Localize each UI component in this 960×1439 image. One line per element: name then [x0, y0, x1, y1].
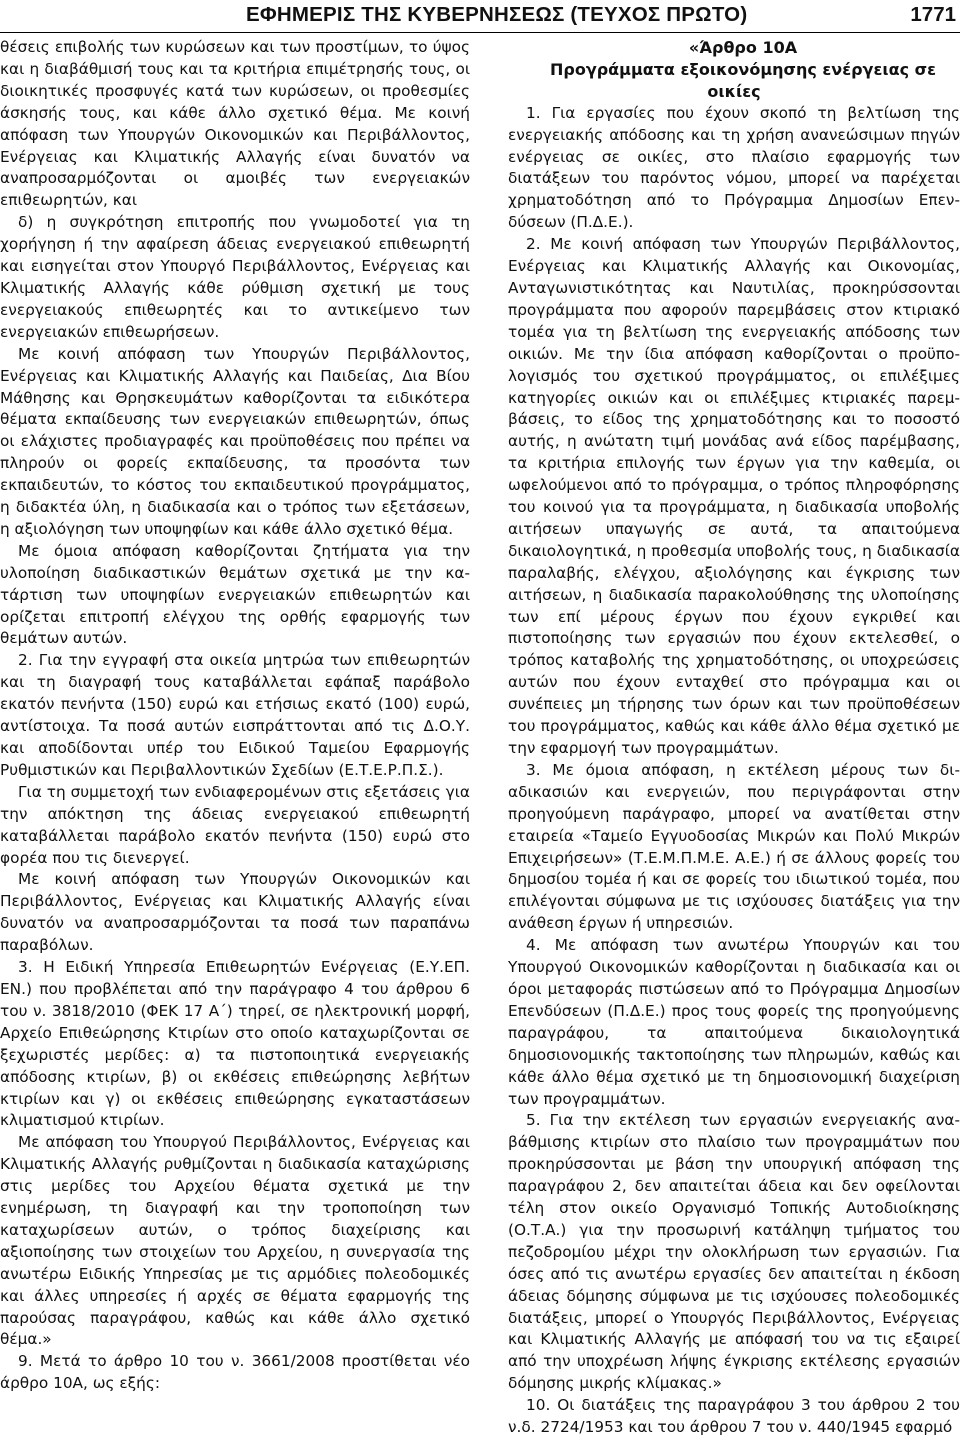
- paragraph: 1. Για εργασίες που έχουν σκοπό τη βελτίωση της ενεργειακής απόδοσης και τη χρήση ανανεώσιμων πηγών ενέργειας σε οικίες, στο πλαίσιο εφαρμογής των διατάξεων του παρόντος νόμου, μπορεί να παρέχεται χρηματοδότηση από το Πρόγραμμα Δημοσίων Επενδύσεων (Π.Δ.Ε.).: [508, 103, 960, 232]
- paragraph: Με όμοια απόφαση καθορίζονται ζητήματα για την υλοποίηση διαδικαστικών θεμάτων σχετικά με την κατάρτιση των υποψηφίων ενεργειακών επιθεωρητών και ορίζεται επιτροπή ελέγχου της ορθής εφαρμογής των θεμάτων αυτών.: [0, 541, 470, 648]
- gazette-title: ΕΦΗΜΕΡΙΣ ΤΗΣ ΚΥΒΕΡΝΗΣΕΩΣ (ΤΕΥΧΟΣ ΠΡΩΤΟ): [246, 3, 748, 26]
- page-number: 1771: [910, 3, 956, 26]
- left-column: [0, 37, 470, 1395]
- paragraph: 2. Με κοινή απόφαση των Υπουργών Περιβάλλοντος, Ενέργειας και Κλιματικής Αλλαγής και Οικονομίας, Ανταγωνιστικότητας και Ναυτιλίας, προκηρύσσονται προγράμματα που αφορούν παρεμβάσεις στον κτιριακό τομέα για τη βελτίωση της ενεργειακής απόδοσης των οικιών. Με την ίδια απόφαση καθορίζονται ο προϋπολογισμός του σχετικού προγράμματος, οι επιλέξιμες κατηγορίες οικιών και οι επιλέξιμες κτιριακές παρεμβάσεις, το είδος της χρηματοδότησης και το ποσοστό αυτής, η ανώτατη τιμή μονάδας ανά είδος παρέμβασης, τα κριτήρια επιλογής των έργων για την καθεμία, οι ωφελούμενοι από το πρόγραμμα, ο τρόπος πληροφόρησης του κοινού για τα προγράμματα, η διαδικασία υποβολής αιτήσεων υπαγωγής σε αυτά, τα απαιτούμενα δικαιολογητικά, η προθεσμία υποβολής τους, η διαδικασία παραλαβής, ελέγχου, αξιολόγησης και έγκρισης των αιτήσεων, η διαδικασία παρακολούθησης της υλοποίησης των επί μέρους έργων που έχουν εγκριθεί και πιστοποίησης των εργασιών που έχουν εκτελεσθεί, ο τρόπος καταβολής της χρηματοδότησης, οι υποχρεώσεις αυτών που έχουν ενταχθεί στο πρόγραμμα και οι συνέπειες μη τήρησης των όρων και των προϋποθέσεων του προγράμματος, καθώς και κάθε άλλο θέμα σχετικό με την εφαρμογή των προγραμμάτων.: [508, 235, 960, 757]
- article-subtitle: Προγράμματα εξοικονόμησης ενέργειας σε οικίες: [549, 59, 936, 101]
- right-column: [508, 37, 960, 1439]
- paragraph: Με απόφαση του Υπουργού Περιβάλλοντος, Ενέργειας και Κλιματικής Αλλαγής ρυθμίζονται η διαδικασία καταχώρισης στις μερίδες του Αρχείου θέματα σχετικά με την ενημέρωση, τη διαγραφή και την τροποποίηση των καταχωρίσεων αυτών, ο τρόπος διαχείρισης και αξιοποίησης των στοιχείων του Αρχείου, η συνεργασία της ανωτέρω Ειδικής Υπηρεσίας με τις αρμόδιες πολεοδομικές και άλλες υπηρεσίες ή αρχές σε θέματα εφαρμογής της παρούσας παραγράφου, καθώς και κάθε άλλο σχετικό θέμα.»: [0, 1133, 470, 1349]
- paragraph: δ) η συγκρότηση επιτροπής που γνωμοδοτεί για τη χορήγηση ή την αφαίρεση άδειας ενεργειακού επιθεωρητή και εισηγείται στον Υπουργό Περιβάλλοντος, Ενέργειας και Κλιματικής Αλλαγής κάθε ρύθμιση σχετική με τους ενεργειακούς επιθεωρητές και το αντικείμενο των ενεργειακών επιθεωρήσεων.: [0, 213, 470, 341]
- paragraph: 10. Οι διατάξεις της παραγράφου 3 του άρθρου 2 του ν.δ. 2724/1953 και του άρθρου 7 του ν. 440/1945 εφαρμό: [508, 1396, 960, 1437]
- paragraph: 3. Με όμοια απόφαση, η εκτέλεση μέρους των διαδικασιών και ενεργειών, που περιγράφονται στην προηγούμενη παράγραφο, μπορεί να ανατίθεται στην εταιρεία «Ταμείο Εγγυοδοσίας Μικρών και Πολύ Μικρών Επιχειρήσεων» (Τ.Ε.Μ.Π.Μ.Ε. Α.Ε.) ή σε άλλους φορείς του δημοσίου τομέα ή και σε φορείς του ιδιωτικού τομέα, που επιλέγονται σύμφωνα με τις ισχύουσες διατάξεις για την ανάθεση έργων ή υπηρεσιών.: [508, 760, 960, 933]
- paragraph: Για τη συμμετοχή των ενδιαφερομένων στις εξετάσεις για την απόκτηση της άδειας ενεργειακού επιθεωρητή καταβάλλεται παράβολο εκατόν πενήντα (150) ευρώ στο φορέα που τις διενεργεί.: [0, 782, 470, 867]
- paragraph: Με κοινή απόφαση των Υπουργών Οικονομικών και Περιβάλλοντος, Ενέργειας και Κλιματικής Αλλαγής είναι δυνατόν να αναπροσαρμόζονται τα ποσά των παραπάνω παραβόλων.: [0, 870, 470, 955]
- article-title: «Άρθρο 10Α: [688, 38, 798, 57]
- paragraph: 4. Με απόφαση των ανωτέρω Υπουργών και του Υπουργού Οικονομικών καθορίζονται η διαδικασία και οι όροι μεταφοράς πιστώσεων από το Πρόγραμμα Δημοσίων Επενδύσεων (Π.Δ.Ε.) προς τους φορείς της προηγούμενης παραγράφου, τα απαιτούμενα δικαιολογητικά δημοσιονομικής τακτοποίησης των πληρωμών, καθώς και κάθε άλλο θέμα σχετικό με τη δημοσιονομική διαχείριση των προγραμμάτων.: [508, 936, 960, 1108]
- paragraph: Με κοινή απόφαση των Υπουργών Περιβάλλοντος, Ενέργειας και Κλιματικής Αλλαγής και Παιδείας, Δια Βίου Μάθησης και Θρησκευμάτων καθορίζονται τα ειδικότερα θέματα εκπαίδευσης των ενεργειακών επιθεωρητών, όπως οι ελάχιστες προδιαγραφές και προϋποθέσεις που πρέπει να πληρούν οι φορείς εκπαίδευσης, τα προσόντα των εκπαιδευτών, το κόστος του εκπαιδευτικού προγράμματος, η διδακτέα ύλη, η διαδικασία και ο τρόπος των εξετάσεων, η αξιολόγηση των υποψηφίων και κάθε άλλο σχετικό θέμα.: [0, 344, 470, 538]
- paragraph: 3. Η Ειδική Υπηρεσία Επιθεωρητών Ενέργειας (Ε.Υ.ΕΠ. ΕΝ.) που προβλέπεται από την παράγραφο 4 του άρθρου 6 του ν. 3818/2010 (ΦΕΚ 17 Α΄) τηρεί, σε ηλεκτρονική μορφή, Αρχείο Επιθεώρησης Κτιρίων στο οποίο καταχωρίζονται σε ξεχωριστές μερίδες: α) τα πιστοποιητικά ενεργειακής απόδοσης κτιρίων, β) οι εκθέσεις επιθεώρησης λεβήτων κτιρίων και γ) οι εκθέσεις επιθεώρησης εγκαταστάσεων κλιματισμού κτιρίων.: [0, 958, 470, 1130]
- paragraph: θέσεις επιβολής των κυρώσεων και των προστίμων, το ύψος και η διαβάθμισή τους και τα κριτήρια επιμέτρησής τους, οι διοικητικές προσφυγές κατά των κυρώσεων, οι προθεσμίες άσκησής τους, και κάθε άλλο σχετικό θέμα. Με κοινή απόφαση των Υπουργών Οικονομικών και Περιβάλλοντος, Ενέργειας και Κλιματικής Αλλαγής είναι δυνατόν να αναπροσαρμόζονται οι αμοιβές των ενεργειακών επιθεωρητών, και: [0, 38, 470, 210]
- paragraph: 9. Μετά το άρθρο 10 του ν. 3661/2008 προστίθεται νέο άρθρο 10Α, ως εξής:: [0, 1352, 470, 1393]
- paragraph: 2. Για την εγγραφή στα οικεία μητρώα των επιθεωρητών και τη διαγραφή τους καταβάλλεται εφάπαξ παράβολο εκατόν πενήντα (150) ευρώ και ετήσιως εκατό (100) ευρώ, αντίστοιχα. Τα ποσά αυτών εισπράττονται από τις Δ.Ο.Υ. και αποδίδονται υπέρ του Ειδικού Ταμείου Εφαρμογής Ρυθμιστικών και Περιβαλλοντικών Σχεδίων (Ε.Τ.Ε.Ρ.Π.Σ.).: [0, 651, 470, 779]
- page-header: [0, 0, 960, 33]
- paragraph: 5. Για την εκτέλεση των εργασιών ενεργειακής αναβάθμισης κτιρίων στο πλαίσιο των προγραμμάτων που προκηρύσσονται με βάση την υπουργική απόφαση της παραγράφου 2, δεν απαιτείται άδεια και δεν οφείλονται τέλη στον οικείο Οργανισμό Τοπικής Αυτοδιοίκησης (Ο.Τ.Α.) για την προσωρινή κατάληψη τμήματος του πεζοδρομίου μέχρι την ολοκλήρωση των εργασιών. Για όσες από τις ανωτέρω εργασίες δεν απαιτείται η έκδοση άδειας δόμησης σύμφωνα με τις ισχύουσες πολεοδομικές διατάξεις, μπορεί ο Υπουργός Περιβάλλοντος, Ενέργειας και Κλιματικής Αλλαγής με απόφασή του να τις εξαιρεί από την υποχρέωση λήψης έγκρισης εκτέλεσης εργασιών δόμησης μικρής κλίμακας.»: [508, 1111, 960, 1393]
